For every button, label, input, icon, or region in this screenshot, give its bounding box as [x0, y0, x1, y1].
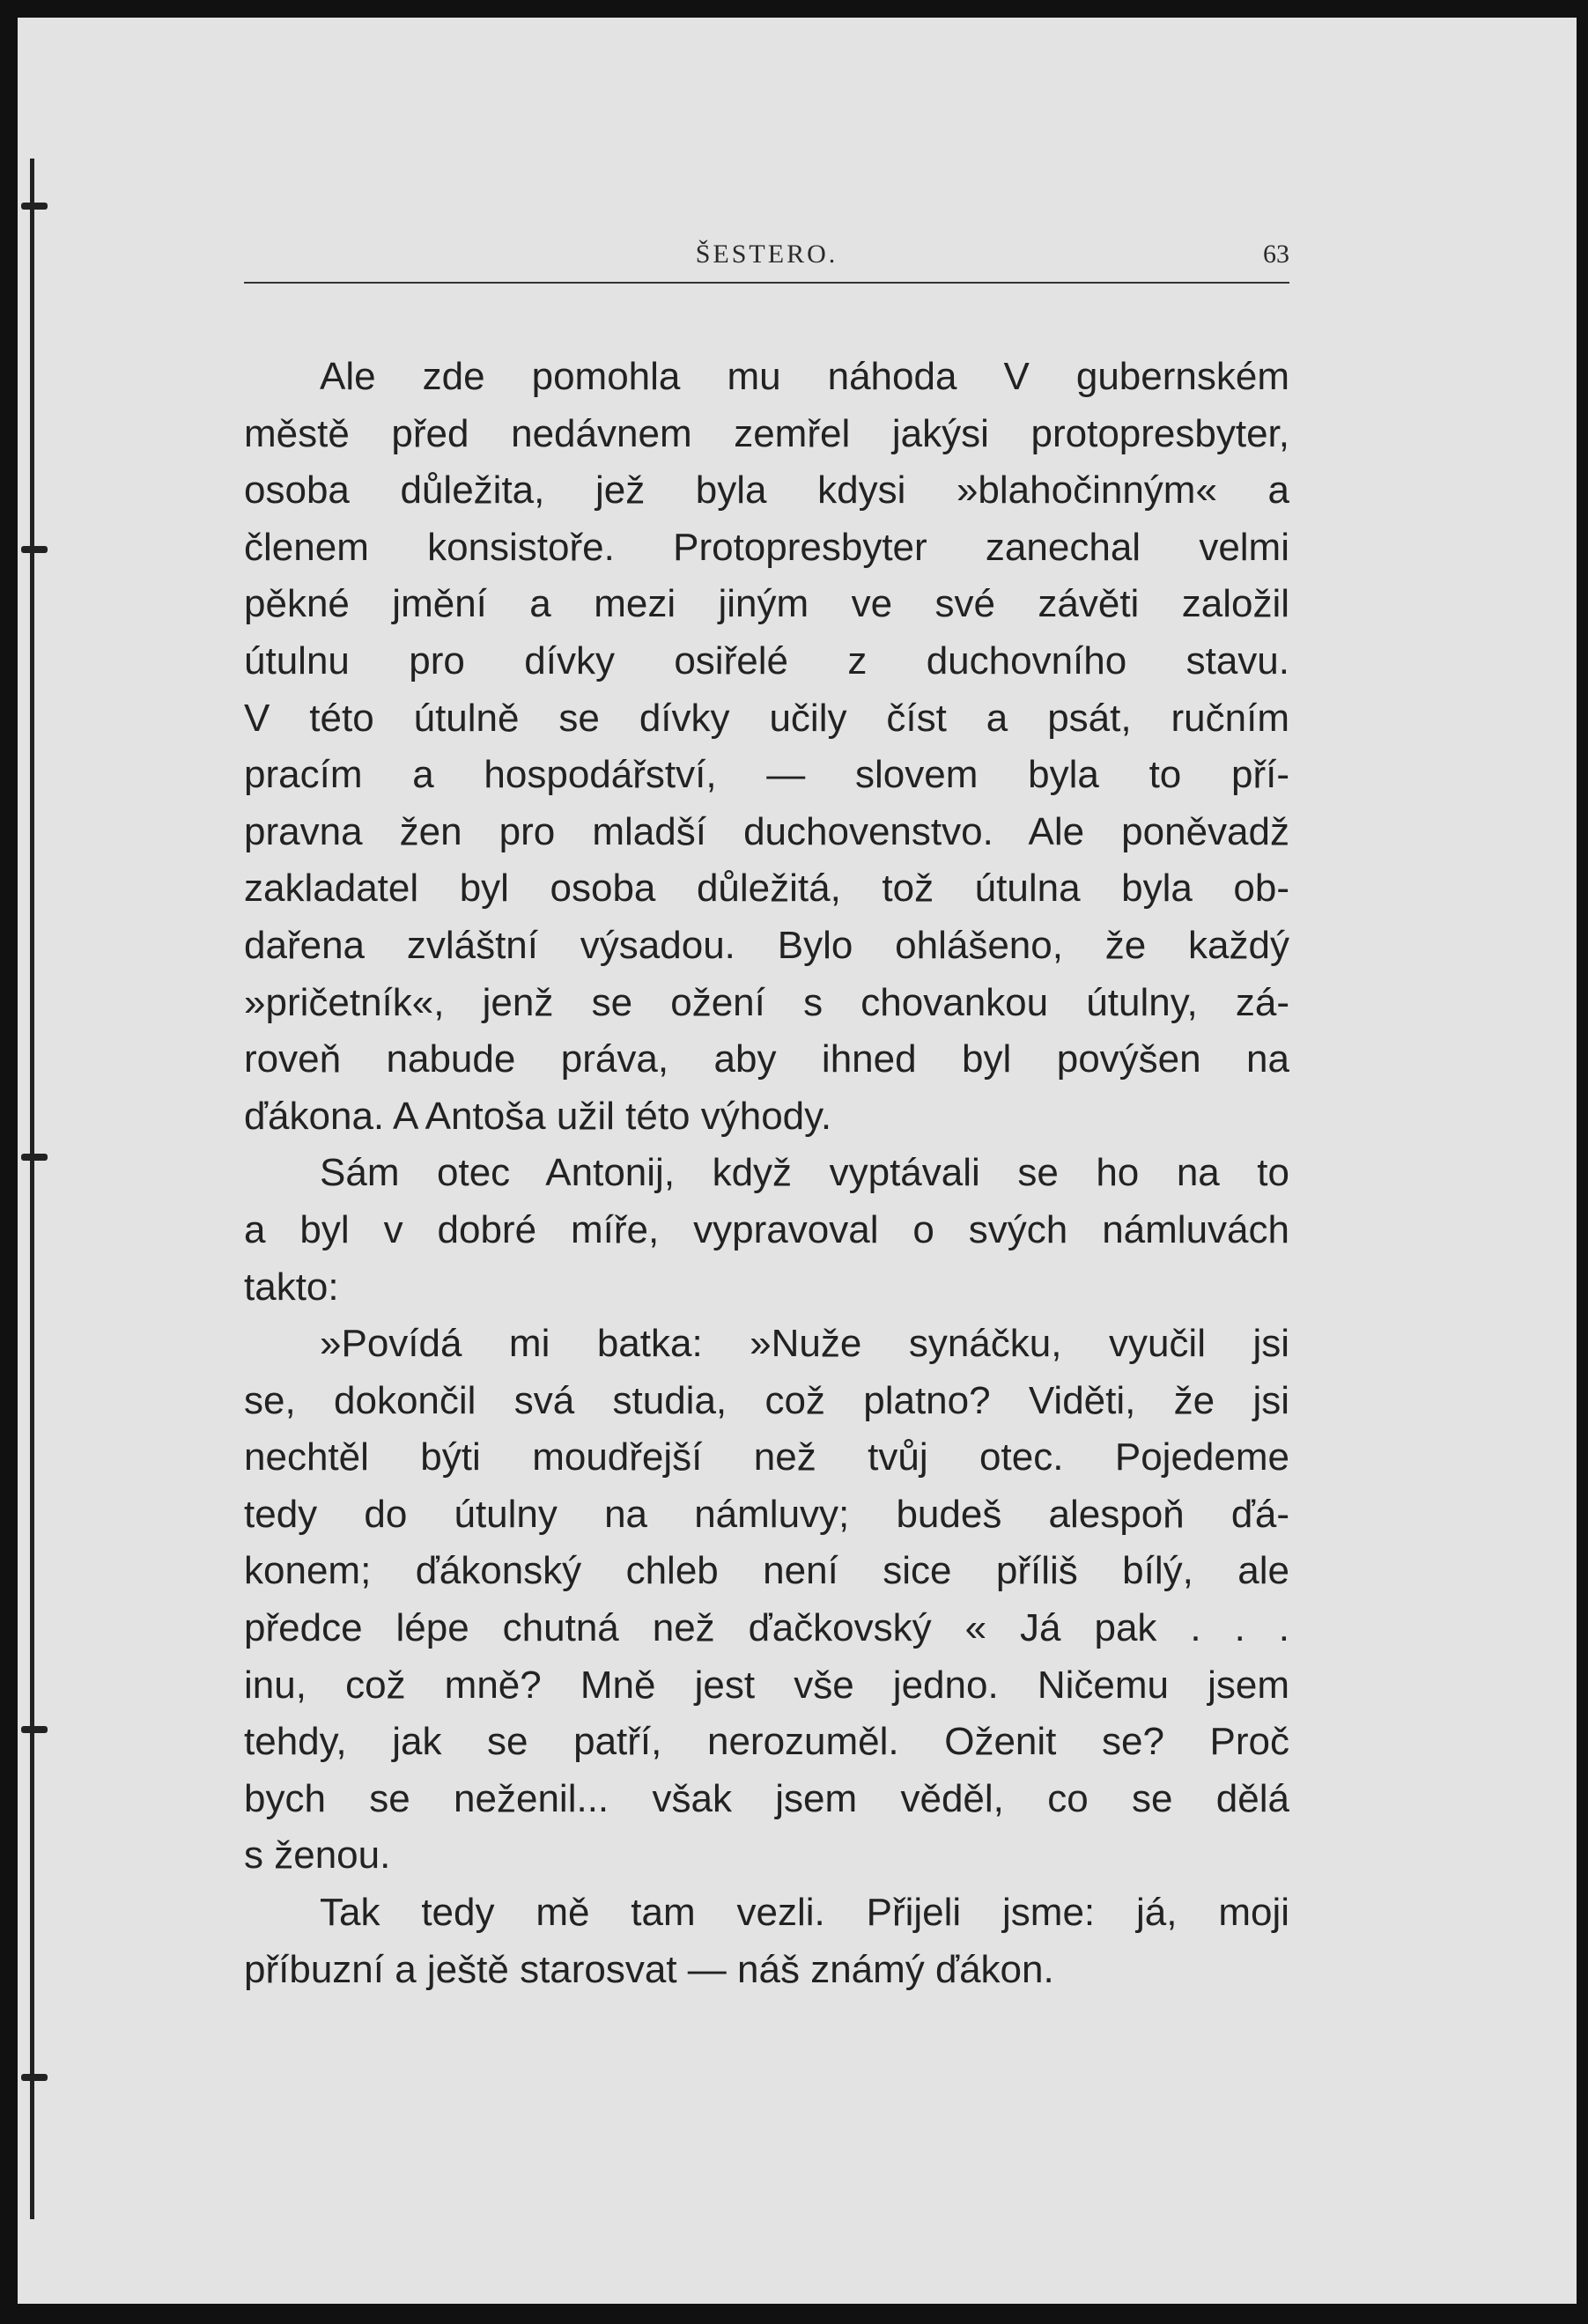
text-line: osoba důležita, jež byla kdysi »blahočinným« a	[244, 468, 1289, 513]
text-line: útulnu pro dívky osiřelé z duchovního stavu.	[244, 638, 1289, 682]
text-line: nechtěl býti moudřejší než tvůj otec. Pojedeme	[244, 1435, 1289, 1479]
text-line: ďákona. A Antoša užil této výhody.	[244, 1094, 832, 1138]
text-line: s ženou.	[244, 1833, 391, 1878]
text-line: pracím a hospodářství, — slovem byla to pří-	[244, 753, 1289, 797]
paragraph	[244, 349, 1289, 1145]
binding-stitch	[21, 203, 48, 210]
text-line: »pričetník«, jenž se ožení s chovankou útulny, zá-	[244, 980, 1289, 1024]
binding-stitch	[21, 1726, 48, 1733]
text-line: Tak tedy mě tam vezli. Přijeli jsme: já, moji	[320, 1891, 1289, 1935]
text-line: roveň nabude práva, aby ihned byl povýšen na	[244, 1037, 1289, 1081]
paragraph	[244, 1316, 1289, 1885]
binding-stitch	[21, 1154, 48, 1161]
text-line: příbuzní a ještě starosvat — náš známý ďákon.	[244, 1947, 1054, 1991]
text-line: se, dokončil svá studia, což platno? Viděti, že jsi	[244, 1378, 1289, 1422]
text-line: tehdy, jak se patří, nerozuměl. Oženit se? Proč	[244, 1720, 1289, 1764]
text-line: a byl v dobré míře, vypravoval o svých námluvách	[244, 1207, 1289, 1251]
text-line: bych se neženil... však jsem věděl, co se dělá	[244, 1776, 1289, 1820]
binding-edge	[30, 159, 34, 2219]
paragraph	[244, 1885, 1289, 1998]
text-line: pěkné jmění a mezi jiným ve své závěti založil	[244, 582, 1289, 626]
text-line: městě před nedávnem zemřel jakýsi protopresbyter,	[244, 411, 1289, 455]
text-line: Ale zde pomohla mu náhoda V gubernském	[320, 355, 1289, 398]
text-line: předce lépe chutná než ďačkovský « Já pak . . .	[244, 1606, 1289, 1650]
body-text	[244, 349, 1289, 1998]
text-line: takto:	[244, 1265, 339, 1309]
text-line: členem konsistoře. Protopresbyter zanechal velmi	[244, 525, 1289, 569]
page-number: 63	[1263, 240, 1289, 269]
text-line: dařena zvláštní výsadou. Bylo ohlášeno, že každý	[244, 923, 1289, 967]
binding-stitch	[21, 546, 48, 553]
paragraph	[244, 1145, 1289, 1316]
text-line: pravna žen pro mladší duchovenstvo. Ale poněvadž	[244, 809, 1289, 853]
page-header	[244, 236, 1289, 284]
text-line: Sám otec Antonij, když vyptávali se ho na to	[320, 1151, 1289, 1195]
text-line: V této útulně se dívky učily číst a psát, ručním	[244, 696, 1289, 740]
running-title: ŠESTERO.	[695, 240, 838, 269]
text-line: tedy do útulny na námluvy; budeš alespoň ďá-	[244, 1492, 1289, 1536]
text-line: »Povídá mi batka: »Nuže synáčku, vyučil jsi	[320, 1322, 1289, 1366]
binding-stitch	[21, 2074, 48, 2081]
text-line: konem; ďákonský chleb není sice příliš bílý, ale	[244, 1549, 1289, 1593]
text-line: inu, což mně? Mně jest vše jedno. Ničemu jsem	[244, 1663, 1289, 1707]
text-line: zakladatel byl osoba důležitá, tož útulna byla ob-	[244, 867, 1289, 911]
